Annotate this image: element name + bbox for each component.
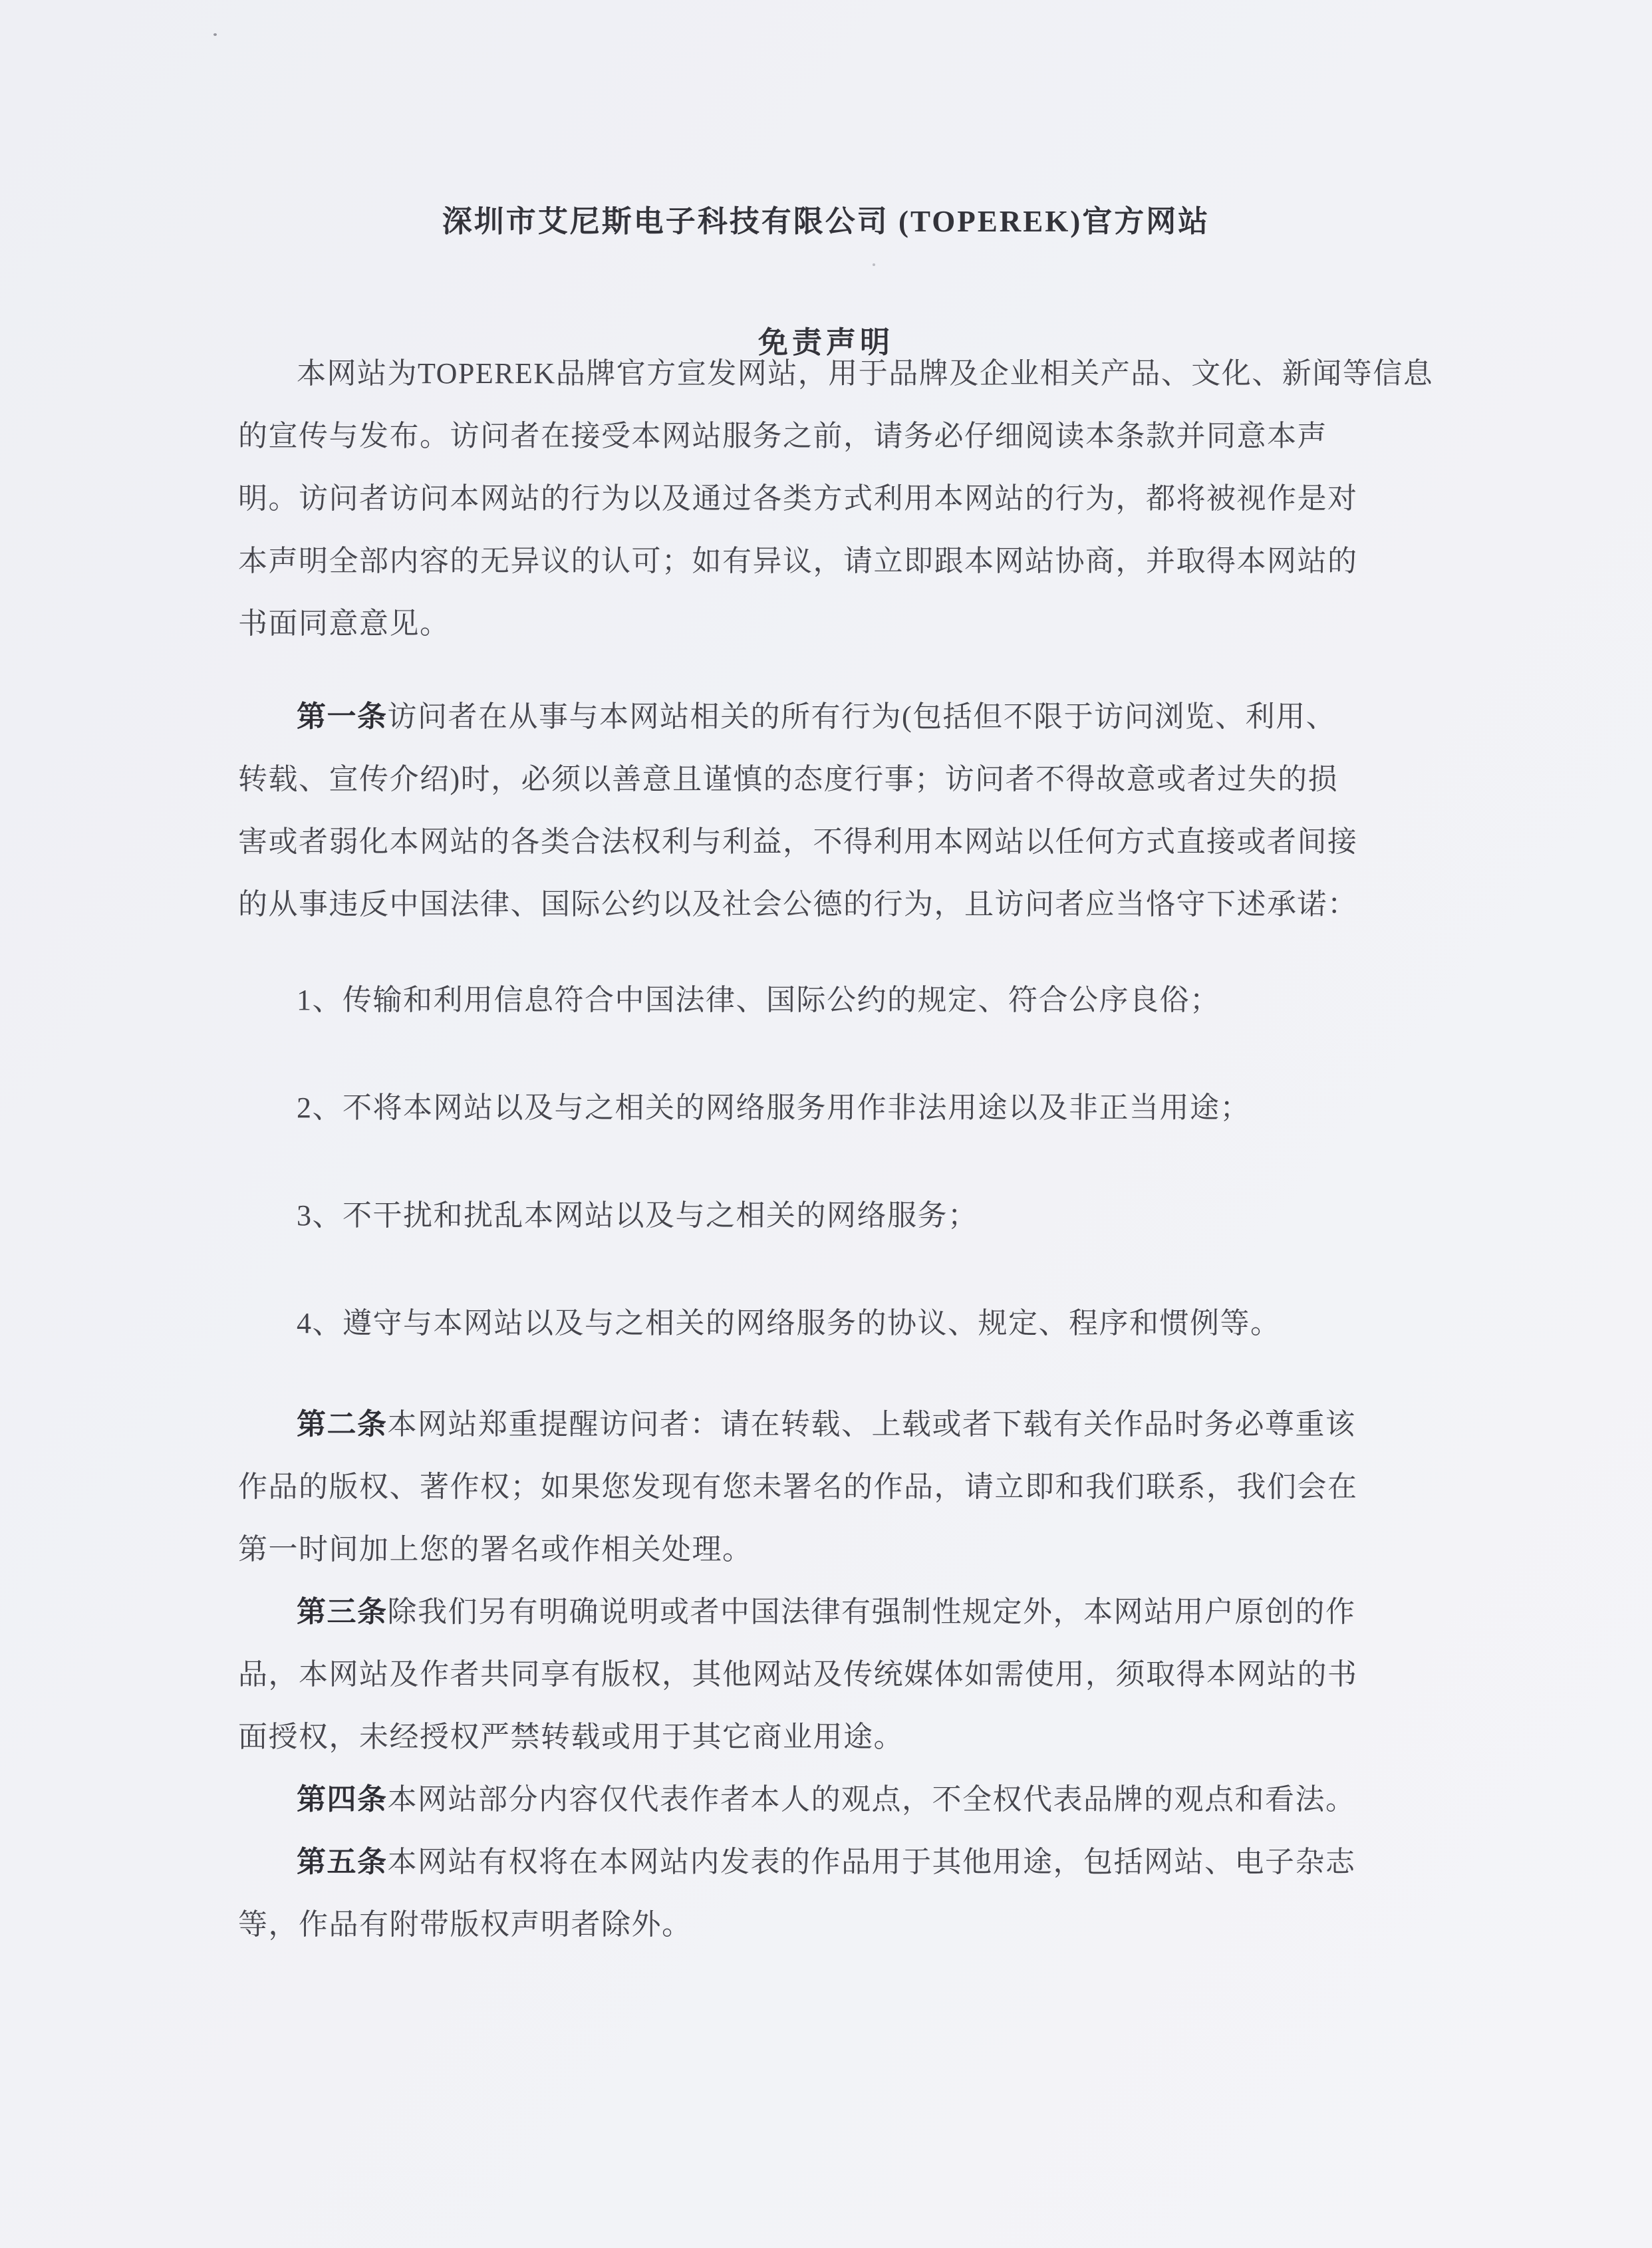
document-title: 深圳市艾尼斯电子科技有限公司 (TOPEREK)官方网站 (442, 205, 1210, 238)
text-line: 4、遵守与本网站以及与之相关的网络服务的协议、规定、程序和惯例等。 (297, 1307, 1281, 1339)
document-body (238, 343, 1434, 1956)
promise-item-4 (238, 1292, 1429, 1355)
promise-item-2 (238, 1077, 1429, 1139)
text-line: 本声明全部内容的无异议的认可；如有异议，请立即跟本网站协商，并取得本网站的 (238, 545, 1358, 577)
clause-label: 第四条 (297, 1783, 388, 1816)
text-line: 第三条除我们另有明确说明或者中国法律有强制性规定外，本网站用户原创的作 (297, 1596, 1356, 1628)
promise-item-1 (238, 969, 1429, 1032)
clause-label: 第一条 (297, 700, 388, 733)
text-line: 的宣传与发布。访问者在接受本网站服务之前，请务必仔细阅读本条款并同意本声 (238, 420, 1327, 452)
scan-speck (873, 263, 875, 266)
text-line: 第五条本网站有权将在本网站内发表的作品用于其他用途，包括网站、电子杂志 (297, 1846, 1356, 1878)
text-line: 作品的版权、著作权；如果您发现有您未署名的作品，请立即和我们联系，我们会在 (238, 1471, 1358, 1503)
text-line: 品，本网站及作者共同享有版权，其他网站及传统媒体如需使用，须取得本网站的书 (238, 1658, 1358, 1691)
text-line: 明。访问者访问本网站的行为以及通过各类方式利用本网站的行为，都将被视作是对 (238, 482, 1358, 515)
text-line: 害或者弱化本网站的各类合法权利与利益，不得利用本网站以任何方式直接或者间接 (238, 825, 1358, 858)
text-line: 第一条访问者在从事与本网站相关的所有行为(包括但不限于访问浏览、利用、 (297, 700, 1337, 733)
text-line: 本网站为TOPEREK品牌官方宣发网站，用于品牌及企业相关产品、文化、新闻等信息 (297, 357, 1434, 390)
text-line: 书面同意意见。 (238, 607, 450, 640)
text-line: 2、不将本网站以及与之相关的网络服务用作非法用途以及非正当用途； (297, 1091, 1250, 1124)
text-line: 第一时间加上您的署名或作相关处理。 (238, 1533, 753, 1566)
clause-label: 第二条 (297, 1408, 388, 1441)
text-line: 3、不干扰和扰乱本网站以及与之相关的网络服务； (297, 1199, 978, 1232)
intro-paragraph (238, 343, 1434, 655)
clause-5 (238, 1831, 1429, 1956)
text-line: 第二条本网站郑重提醒访问者：请在转载、上载或者下载有关作品时务必尊重该 (297, 1408, 1356, 1441)
text-line: 1、传输和利用信息符合中国法律、国际公约的规定、符合公序良俗； (297, 984, 1220, 1016)
clause-label: 第五条 (297, 1846, 388, 1878)
clause-1 (238, 686, 1429, 936)
clause-2 (238, 1393, 1429, 1581)
clause-label: 第三条 (297, 1596, 388, 1628)
text-line: 第四条本网站部分内容仅代表作者本人的观点，不全权代表品牌的观点和看法。 (297, 1783, 1356, 1816)
text-line: 面授权，未经授权严禁转载或用于其它商业用途。 (238, 1721, 904, 1753)
text-line: 的从事违反中国法律、国际公约以及社会公德的行为，且访问者应当恪守下述承诺： (238, 888, 1358, 920)
clause-3 (238, 1581, 1429, 1768)
promise-item-3 (238, 1185, 1429, 1247)
text-line: 等，作品有附带版权声明者除外。 (238, 1908, 692, 1941)
disclaimer-heading: 免责声明 (757, 326, 894, 359)
text-line: 转载、宣传介绍)时，必须以善意且谨慎的态度行事；访问者不得故意或者过失的损 (238, 763, 1339, 795)
clause-4 (238, 1768, 1429, 1831)
scan-speck (213, 33, 217, 36)
